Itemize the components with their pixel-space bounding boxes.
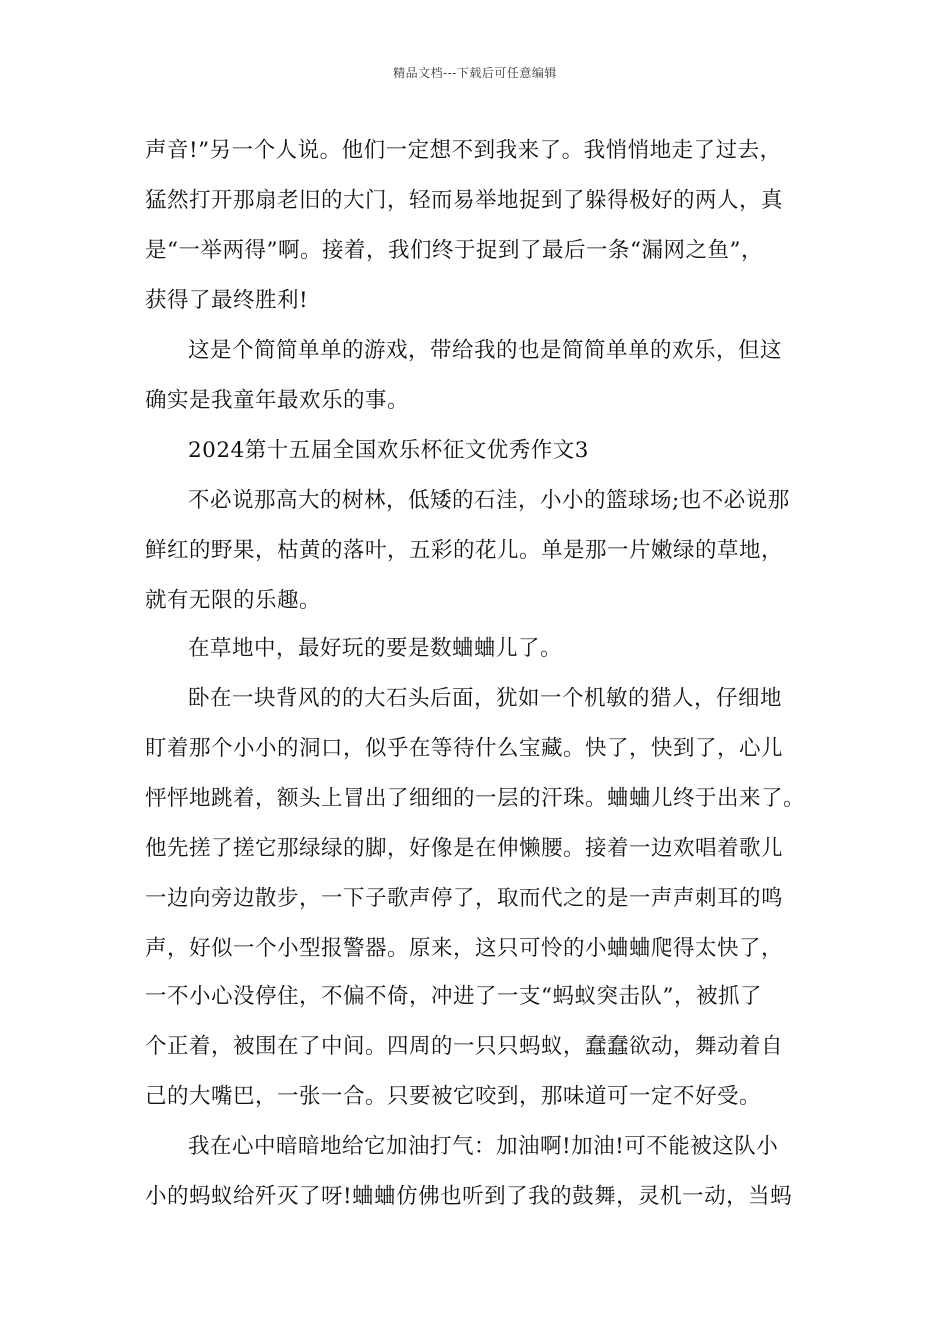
text-line: 我在心中暗暗地给它加油打气：加油啊!加油!可不能被这队小: [188, 1134, 779, 1159]
text-line: 盯着那个小小的洞口，似乎在等待什么宝藏。快了，快到了，心儿: [145, 736, 784, 761]
text-line: 卧在一块背风的的大石头后面，犹如一个机敏的猎人，仔细地: [188, 686, 783, 711]
text-line: 怦怦地跳着，额头上冒出了细细的一层的汗珠。蛐蛐儿终于出来了。: [145, 786, 806, 811]
text-line: 鲜红的野果，枯黄的落叶，五彩的花儿。单是那一片嫩绿的草地，: [145, 538, 784, 563]
text-line: 己的大嘴巴，一张一合。只要被它咬到，那味道可一定不好受。: [145, 1084, 762, 1109]
text-line: 就有无限的乐趣。: [145, 588, 322, 613]
section-heading: 2024第十五届全国欢乐杯征文优秀作文3: [188, 438, 589, 463]
text-line: 声，好似一个小型报警器。原来，这只可怜的小蛐蛐爬得太快了，: [145, 936, 784, 961]
text-line: 声音!”另一个人说。他们一定想不到我来了。我悄悄地走了过去，: [145, 138, 782, 163]
text-line: 一不小心没停住，不偏不倚，冲进了一支“蚂蚁突击队”，被抓了: [145, 984, 762, 1009]
text-line: 猛然打开那扇老旧的大门，轻而易举地捉到了躲得极好的两人，真: [145, 188, 784, 213]
text-line: 他先搓了搓它那绿绿的脚，好像是在伸懒腰。接着一边欢唱着歌儿: [145, 836, 784, 861]
text-line: 在草地中，最好玩的要是数蛐蛐儿了。: [188, 636, 563, 661]
page-header: 精品文档---下载后可任意编辑: [393, 66, 557, 80]
text-line: 不必说那高大的树林，低矮的石洼，小小的篮球场;也不必说那: [188, 488, 790, 513]
text-line: 确实是我童年最欢乐的事。: [145, 388, 410, 413]
text-line: 一边向旁边散步，一下子歌声停了，取而代之的是一声声刺耳的鸣: [145, 886, 784, 911]
text-line: 个正着，被围在了中间。四周的一只只蚂蚁，蠢蠢欲动，舞动着自: [145, 1034, 784, 1059]
text-line: 小的蚂蚁给歼灭了呀!蛐蛐仿佛也听到了我的鼓舞，灵机一动，当蚂: [145, 1184, 793, 1209]
text-line: 是“一举两得”啊。接着，我们终于捉到了最后一条“漏网之鱼”，: [145, 238, 763, 263]
text-line: 获得了最终胜利!: [145, 288, 309, 313]
text-line: 这是个简简单单的游戏，带给我的也是简简单单的欢乐，但这: [188, 338, 783, 363]
